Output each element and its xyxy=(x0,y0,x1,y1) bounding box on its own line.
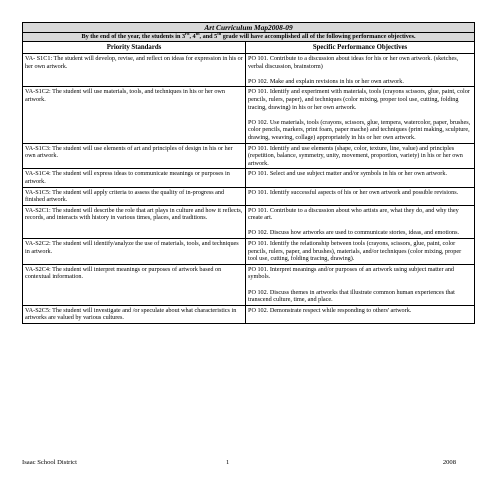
objective-item: PO 101. Identify and experiment with materials, tools (crayons scissors, glue, paint, color pencils, rulers, paper), and techniques (color mixing, proper tool use, cutting, folding tracing, drawing) in his or her own artwork. xyxy=(248,88,470,111)
objective-item: PO 102. Demonstrate respect while responding to others' artwork. xyxy=(248,306,412,314)
standard-cell: VA- S1C1: The student will develop, revise, and reflect on ideas for expression in his or her own artwork. xyxy=(23,54,246,87)
curriculum-table xyxy=(22,22,475,324)
objectives-cell xyxy=(246,205,475,238)
objective-item: PO 101. Contribute to a discussion about who artists are, what they do, and why they create art. xyxy=(248,206,459,222)
objectives-cell xyxy=(246,305,475,323)
subtitle-sup-1: rd xyxy=(185,30,190,36)
standard-cell: VA-S1C3: The student will use elements of art and principles of design in his or her own artwork. xyxy=(23,143,246,169)
objective-item: PO 102. Make and explain revisions in his or her own artwork. xyxy=(248,77,404,85)
table-row xyxy=(23,239,475,265)
standard-cell: VA-S2C4: The student will interpret meanings or purposes of artwork based on contextual information. xyxy=(23,264,246,305)
objectives-cell xyxy=(246,169,475,187)
subtitle-part-1: By the end of the year, the students in 3 xyxy=(81,33,186,40)
objectives-cell xyxy=(246,264,475,305)
subtitle-sup-3: th xyxy=(217,30,222,36)
objective-item: PO 101. Identify and use elements (shape, color, texture, line, value) and principles (repetition, balance, symmetry, unity, movement, proportion, variety) in his or her own artwork. xyxy=(248,144,463,167)
document-title: Art Curriculum Map2008-09 xyxy=(23,23,475,33)
objectives-cell xyxy=(246,239,475,265)
table-row xyxy=(23,187,475,205)
page-footer xyxy=(22,458,474,468)
objective-item: PO 102. Discuss how artworks are used to communicate stories, ideas, and emotions. xyxy=(248,229,460,237)
objective-item: PO 101. Select and use subject matter and/or symbols in his or her own artwork. xyxy=(248,170,447,178)
objectives-cell xyxy=(246,187,475,205)
objective-item: PO 102. Discuss themes in artworks that illustrate common human experiences that transcend culture, time, and place. xyxy=(248,288,455,304)
objective-item: PO 101. Identify successful aspects of his or her own artwork and possible revisions. xyxy=(248,188,459,196)
objectives-cell xyxy=(246,87,475,143)
subtitle-part-3: , and 5 xyxy=(199,33,218,40)
subtitle-row xyxy=(23,33,475,42)
standard-cell: VA-S2C1: The student will describe the role that art plays in culture and how it reflects, records, and interacts with history in various times, places, and traditions. xyxy=(23,205,246,238)
table-row xyxy=(23,143,475,169)
title-row xyxy=(23,23,475,33)
standard-cell: VA-S1C2: The student will use materials, tools, and techniques in his or her own artwork. xyxy=(23,87,246,143)
table-row xyxy=(23,169,475,187)
table-row xyxy=(23,54,475,87)
table-row xyxy=(23,87,475,143)
objectives-cell xyxy=(246,143,475,169)
column-header-objectives: Specific Performance Objectives xyxy=(246,42,475,54)
standard-cell: VA-S1C5: The student will apply criteria to assess the quality of in-progress and finished artwork. xyxy=(23,187,246,205)
objective-item: PO 102. Use materials, tools (crayons, scissors, glue, tempera, watercolor, paper, brushes, color pencils, markers, print foam, paper mache) and techniques (print making, sculpture, drawing, weaving, collage) appropriately in his or her own artwork. xyxy=(248,118,471,141)
table-row xyxy=(23,205,475,238)
footer-page-number: 1 xyxy=(226,459,230,466)
footer-district: Isaac School District xyxy=(22,459,77,466)
subtitle-part-4: grade will have accomplished all of the following performance objectives. xyxy=(221,33,416,40)
standard-cell: VA-S1C4: The student will express ideas to communicate meanings or purposes in artwork. xyxy=(23,169,246,187)
curriculum-document xyxy=(22,22,474,324)
objective-item: PO 101. Interpret meanings and/or purposes of an artwork using subject matter and symbols. xyxy=(248,265,455,281)
subtitle-sup-2: th xyxy=(195,30,200,36)
objectives-cell xyxy=(246,54,475,87)
subtitle-part-2: , 4 xyxy=(189,33,196,40)
column-header-standards: Priority Standards xyxy=(23,42,246,54)
standard-cell: VA-S2C2: The student will identify/analyze the use of materials, tools, and techniques in artwork. xyxy=(23,239,246,265)
document-subtitle xyxy=(23,30,475,42)
standard-cell: VA-S2C5: The student will investigate and /or speculate about what characteristics in artworks are valued by various cultures. xyxy=(23,305,246,323)
table-row xyxy=(23,264,475,305)
table-row xyxy=(23,305,475,323)
objective-item: PO 101. Contribute to a discussion about ideas for his or her own artwork. (sketches, verbal discussion, brainstorm) xyxy=(248,55,459,70)
column-header-row xyxy=(23,42,475,54)
footer-year: 2008 xyxy=(442,459,456,466)
objective-item: PO 101. Identify the relationship between tools (crayons, scissors, glue, paint, color pencils, rulers, paper, and brushes), materials, and/or techniques (color mixing, proper tool use, cutting, folding tracing, drawing). xyxy=(248,240,462,263)
